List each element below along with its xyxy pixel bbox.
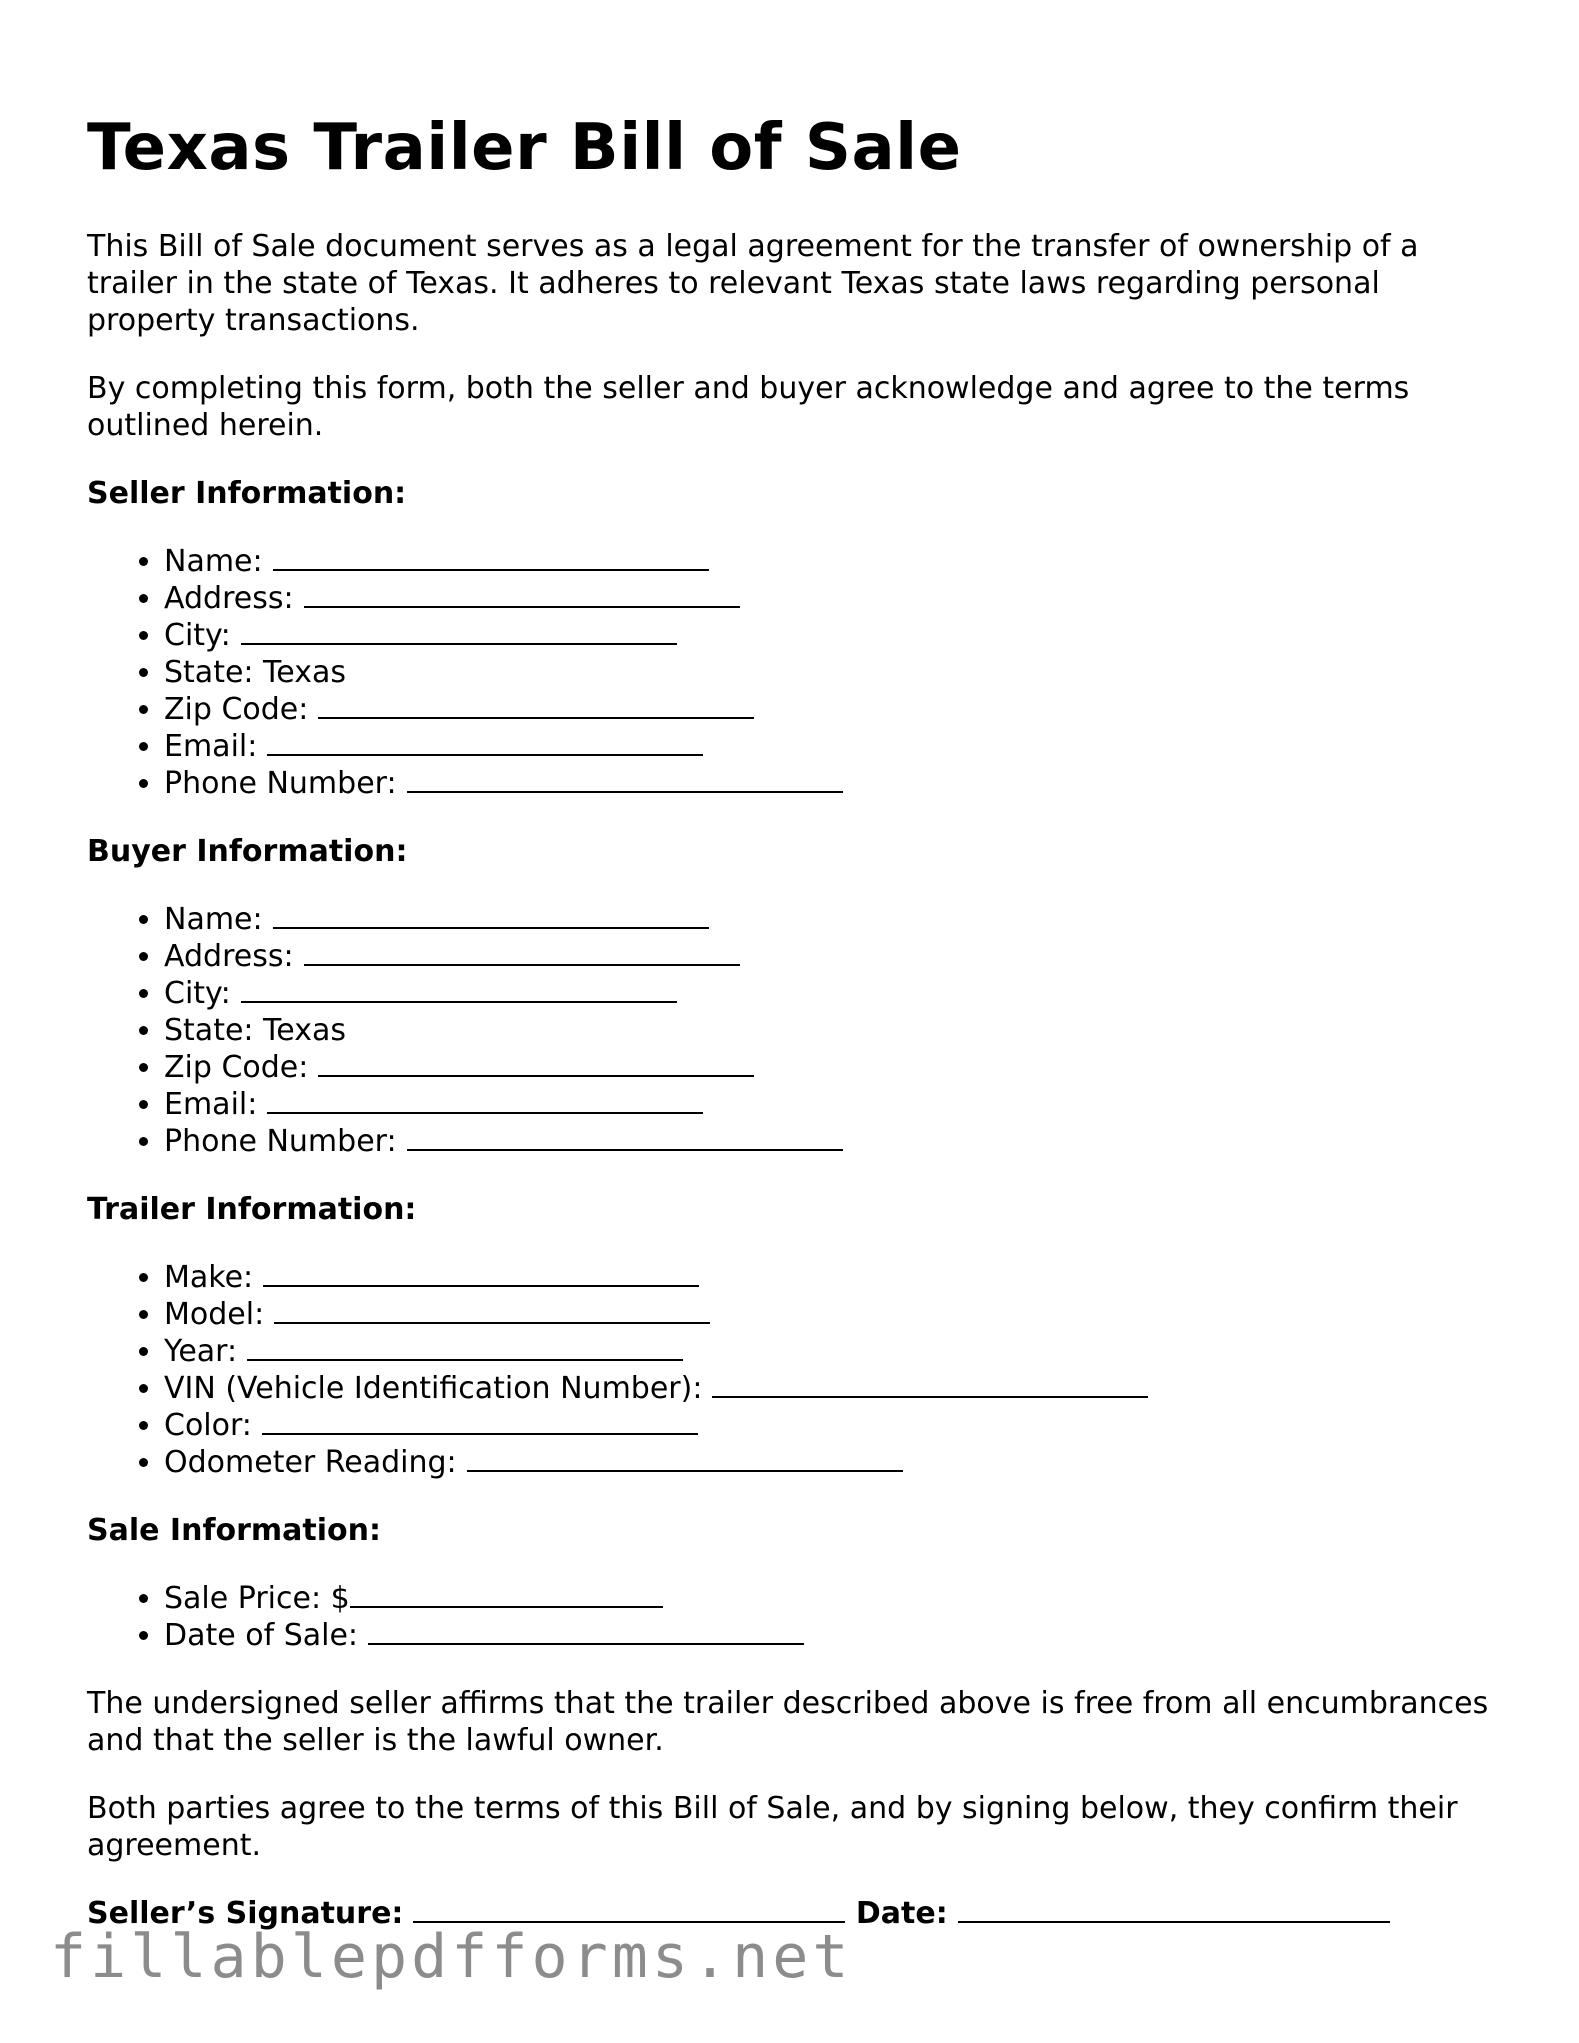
buyer-state-label: State: Texas: [164, 1013, 346, 1048]
buyer-phone-label: Phone Number:: [164, 1124, 397, 1159]
seller-email-label: Email:: [164, 729, 258, 764]
buyer-zip-field[interactable]: [318, 1051, 754, 1077]
buyer-email-label: Email:: [164, 1087, 258, 1122]
buyer-phone-item: [164, 1123, 1507, 1160]
seller-city-label: City:: [164, 618, 231, 653]
seller-city-item: [164, 617, 1507, 654]
seller-list: [87, 543, 1507, 802]
intro-paragraph-1: This Bill of Sale document serves as a legal agreement for the transfer of ownership of a trailer in the state of Texas. It adheres to relevant Texas state laws regarding personal property transactions.: [87, 229, 1419, 338]
trailer-model-item: [164, 1296, 1507, 1333]
buyer-name-field[interactable]: [273, 903, 709, 929]
closing-paragraph-1: The undersigned seller affirms that the trailer described above is free from all encumbrances and that the seller is the lawful owner.: [87, 1686, 1489, 1758]
trailer-model-field[interactable]: [274, 1298, 710, 1324]
trailer-vin-label: VIN (Vehicle Identification Number):: [164, 1371, 703, 1406]
trailer-year-item: [164, 1333, 1507, 1370]
trailer-odometer-field[interactable]: [467, 1446, 903, 1472]
seller-zip-label: Zip Code:: [164, 692, 309, 727]
trailer-odometer-item: [164, 1444, 1507, 1481]
document-title: Texas Trailer Bill of Sale: [87, 111, 962, 185]
seller-zip-field[interactable]: [318, 693, 754, 719]
trailer-make-label: Make:: [164, 1260, 254, 1295]
seller-email-item: [164, 728, 1507, 765]
trailer-year-field[interactable]: [247, 1335, 683, 1361]
sale-heading: Sale Information:: [87, 1513, 381, 1548]
sale-date-field[interactable]: [368, 1619, 804, 1645]
buyer-heading: Buyer Information:: [87, 834, 408, 869]
buyer-state-item: [164, 1012, 1507, 1049]
buyer-address-item: [164, 938, 1507, 975]
signature-date-label: Date:: [855, 1896, 948, 1931]
seller-city-field[interactable]: [241, 619, 677, 645]
seller-name-label: Name:: [164, 544, 263, 579]
trailer-model-label: Model:: [164, 1297, 265, 1332]
trailer-vin-field[interactable]: [712, 1372, 1148, 1398]
buyer-city-label: City:: [164, 976, 231, 1011]
document-page: [87, 108, 1507, 1932]
seller-phone-item: [164, 765, 1507, 802]
closing-paragraph-2: Both parties agree to the terms of this Bill of Sale, and by signing below, they confirm their agreement.: [87, 1791, 1458, 1863]
buyer-phone-field[interactable]: [407, 1125, 843, 1151]
trailer-color-item: [164, 1407, 1507, 1444]
seller-email-field[interactable]: [267, 730, 703, 756]
seller-signature-field[interactable]: [413, 1897, 845, 1923]
buyer-address-field[interactable]: [304, 940, 740, 966]
sale-date-label: Date of Sale:: [164, 1618, 359, 1653]
sale-date-item: [164, 1617, 1507, 1654]
buyer-email-item: [164, 1086, 1507, 1123]
sale-price-label: Sale Price: $: [164, 1581, 350, 1616]
seller-address-item: [164, 580, 1507, 617]
buyer-city-item: [164, 975, 1507, 1012]
trailer-make-field[interactable]: [263, 1261, 699, 1287]
seller-address-field[interactable]: [304, 582, 740, 608]
sale-price-field[interactable]: [350, 1582, 663, 1608]
trailer-year-label: Year:: [164, 1334, 238, 1369]
trailer-vin-item: [164, 1370, 1507, 1407]
seller-address-label: Address:: [164, 581, 294, 616]
sale-price-item: [164, 1580, 1507, 1617]
buyer-zip-label: Zip Code:: [164, 1050, 309, 1085]
buyer-list: [87, 901, 1507, 1160]
seller-heading: Seller Information:: [87, 476, 407, 511]
trailer-list: [87, 1259, 1507, 1481]
trailer-heading: Trailer Information:: [87, 1192, 417, 1227]
seller-name-field[interactable]: [273, 545, 709, 571]
buyer-name-label: Name:: [164, 902, 263, 937]
watermark-text: fillablepdfforms.net: [50, 1922, 853, 1992]
seller-signature-label: Seller’s Signature:: [87, 1896, 404, 1931]
seller-zip-item: [164, 691, 1507, 728]
trailer-odometer-label: Odometer Reading:: [164, 1445, 457, 1480]
seller-state-label: State: Texas: [164, 655, 346, 690]
signature-date-field[interactable]: [958, 1897, 1390, 1923]
seller-phone-field[interactable]: [407, 767, 843, 793]
buyer-city-field[interactable]: [241, 977, 677, 1003]
seller-name-item: [164, 543, 1507, 580]
trailer-color-label: Color:: [164, 1408, 252, 1443]
seller-phone-label: Phone Number:: [164, 766, 397, 801]
trailer-color-field[interactable]: [262, 1409, 698, 1435]
buyer-name-item: [164, 901, 1507, 938]
seller-state-item: [164, 654, 1507, 691]
intro-paragraph-2: By completing this form, both the seller and buyer acknowledge and agree to the terms outlined herein.: [87, 371, 1410, 443]
buyer-email-field[interactable]: [267, 1088, 703, 1114]
buyer-zip-item: [164, 1049, 1507, 1086]
sale-list: [87, 1580, 1507, 1654]
buyer-address-label: Address:: [164, 939, 294, 974]
trailer-make-item: [164, 1259, 1507, 1296]
